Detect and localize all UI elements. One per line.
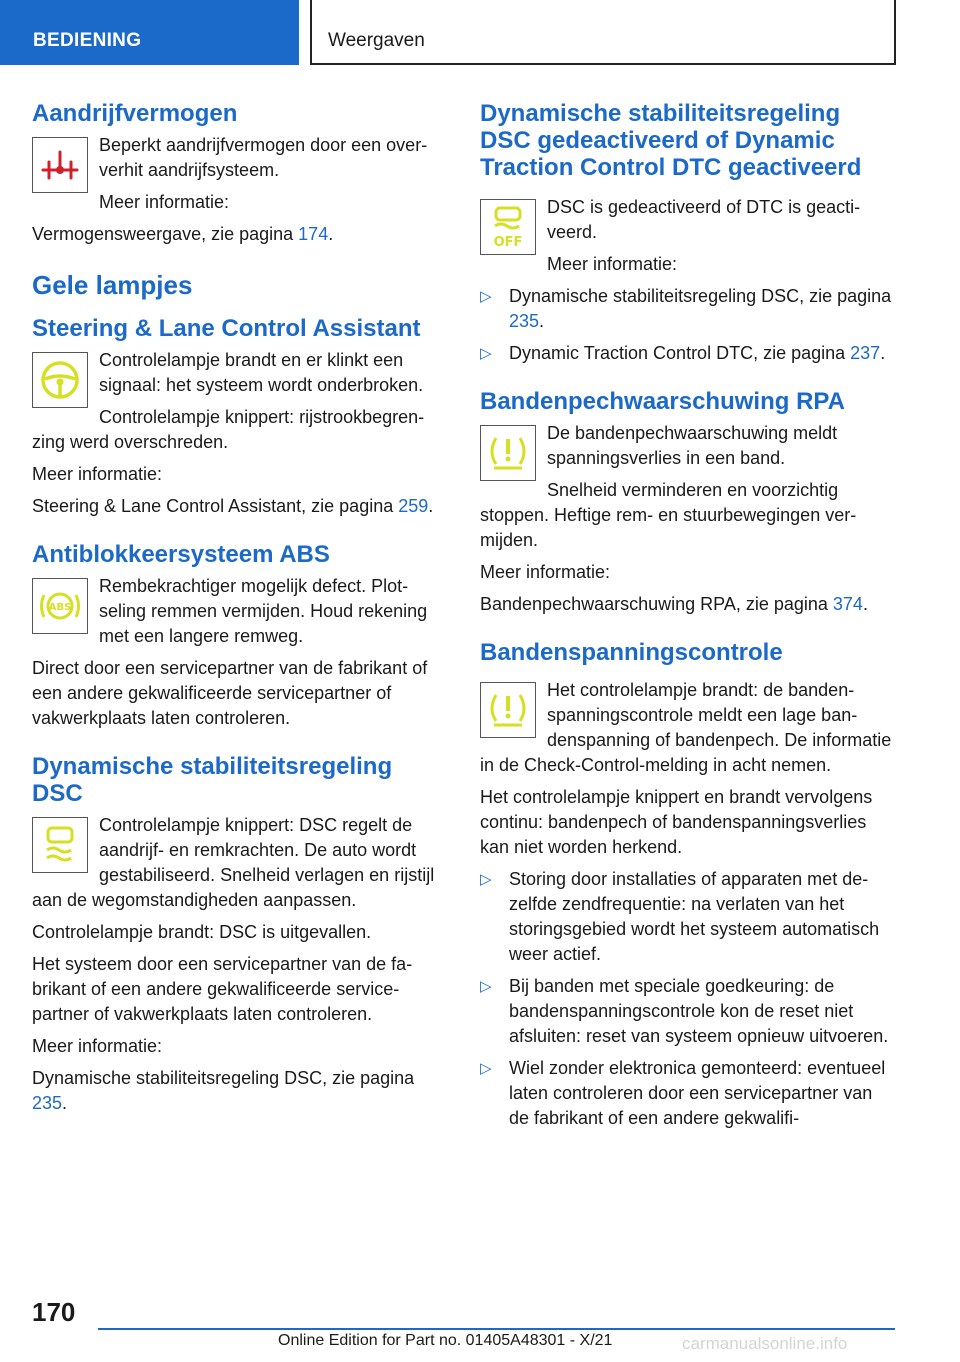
paragraph: Direct door een servicepartner van de fabrikant of een andere gekwalificeerde servicepartner of vakwerkplaats laten controleren. (32, 658, 428, 728)
tire-pressure-icon (480, 682, 536, 738)
paragraph: Meer informatie: (99, 192, 230, 212)
dsc-off-icon (480, 199, 536, 255)
footer-rule (98, 1328, 895, 1330)
chapter-label: Weergaven (328, 30, 425, 51)
reference: Vermogensweergave, zie pagina 174. (32, 224, 334, 244)
list-item: ▷ Storing door installaties of apparaten met dezelfde zendfrequentie: na verlaten van het storingsgebied wordt het systeem automatisch weer actief. (480, 867, 895, 967)
reference: Dynamische stabiliteitsregeling DSC, zie pagina 235. (32, 1068, 415, 1113)
page-link[interactable]: 235 (509, 311, 540, 331)
paragraph: Controlelampje knippert: rijstrookbegrenzing werd overschreden. (32, 407, 425, 452)
list-item: ▷ Wiel zonder elektronica gemonteerd: eventueel laten controleren door een servicepartner van de fabrikant of een andere gekwalifi- (480, 1056, 895, 1131)
section-abs (32, 541, 447, 731)
page-link[interactable]: 235 (32, 1093, 63, 1113)
svg-text:ABS: ABS (48, 602, 72, 613)
paragraph: Beperkt aandrijfvermogen door een oververhit aandrijfsysteem. (99, 135, 428, 180)
section-rpa (480, 388, 895, 617)
reference: Steering & Lane Control Assistant, zie pagina 259. (32, 496, 434, 516)
dsc-icon (32, 817, 88, 873)
page-link[interactable]: 374 (832, 594, 863, 614)
paragraph: De bandenpechwaarschuwing meldt spanningsverlies in een band. (547, 423, 838, 468)
steering-wheel-icon (32, 352, 88, 408)
paragraph: Snelheid verminderen en voorzichtig stoppen. Heftige rem- en stuurbewegingen vermijden. (480, 480, 857, 550)
page-link[interactable]: 237 (850, 343, 881, 363)
page-link[interactable]: 259 (398, 496, 429, 516)
bullet-list (480, 867, 895, 1131)
paragraph: Rembekrachtiger mogelijk defect. Plotseling remmen vermijden. Houd rekening met een langere remweg. (99, 576, 428, 646)
edition-note: Online Edition for Part no. 01405A48301 - X/21 (278, 1332, 613, 1349)
paragraph: Het systeem door een servicepartner van de fabrikant of een andere gekwalificeerde servicepartner of vakwerkplaats laten controleren. (32, 954, 413, 1024)
paragraph: Controlelampje brandt: DSC is uitgevallen. (32, 922, 372, 942)
section-label: BEDIENING (33, 30, 142, 51)
tire-pressure-icon (480, 425, 536, 481)
paragraph: DSC is gedeactiveerd of DTC is geactiveerd. (547, 197, 861, 242)
list-item: ▷ Bij banden met speciale goedkeuring: de bandenspanningscontrole kon de reset niet afsluiten: reset van systeem opnieuw uitvoeren. (480, 974, 895, 1049)
list-item: ▷ Dynamic Traction Control DTC, zie pagina 237. (480, 341, 895, 366)
left-column (32, 100, 447, 1138)
section-dsc (32, 753, 447, 1116)
section-dsc-off (480, 100, 895, 366)
section-title: Aandrijfvermogen (32, 100, 238, 127)
paragraph: Meer informatie: (32, 1036, 163, 1056)
section-title: Dynamische stabiliteitsregeling DSC gedeactiveerd of Dynamic Traction Control DTC geactiveerd (480, 100, 862, 181)
paragraph: Controlelampje brandt en er klinkt een signaal: het systeem wordt onderbroken. (99, 350, 424, 395)
watermark: carmanualsonline.info (682, 1334, 848, 1353)
reference: Bandenpechwaarschuwing RPA, zie pagina 374. (480, 594, 868, 614)
section-tab (0, 0, 299, 65)
chapter-tab (310, 0, 896, 65)
section-aandrijfvermogen (32, 100, 447, 247)
section-title: Dynamische stabiliteitsregeling DSC (32, 753, 393, 807)
paragraph: Controlelampje knippert: DSC regelt de aandrijf- en remkrachten. De auto wordt gestabiliseerd. Snelheid verlagen en rijstijl aan de wegomstandigheden aanpassen. (32, 815, 435, 910)
drivetrain-warning-icon (32, 137, 88, 193)
paragraph: Het controlelampje brandt: de bandenspanningscontrole meldt een lage bandenspanning of bandenpech. De informatie in de Check-Control-melding in acht nemen. (480, 680, 892, 775)
off-label: OFF (493, 235, 523, 250)
list-item: ▷ Dynamische stabiliteitsregeling DSC, zie pagina 235. (480, 284, 895, 334)
page-number: 170 (32, 1297, 76, 1327)
section-title: Bandenpechwaarschuwing RPA (480, 388, 845, 415)
section-title: Bandenspanningscontrole (480, 639, 783, 666)
section-title: Antiblokkeersysteem ABS (32, 541, 330, 568)
section-steering-lane (32, 315, 447, 519)
right-column (480, 100, 895, 1153)
paragraph: Meer informatie: (480, 562, 611, 582)
section-tpms (480, 639, 895, 1131)
abs-icon (32, 578, 88, 634)
bullet-list (480, 284, 895, 366)
chapter-heading: Gele lampjes (32, 270, 193, 300)
paragraph: Meer informatie: (547, 254, 678, 274)
page-link[interactable]: 174 (298, 224, 329, 244)
paragraph: Meer informatie: (32, 464, 163, 484)
paragraph: Het controlelampje knippert en brandt vervolgens continu: bandenpech of bandenspanningsverlies kan niet worden herkend. (480, 787, 873, 857)
section-title: Steering & Lane Control Assistant (32, 315, 421, 342)
